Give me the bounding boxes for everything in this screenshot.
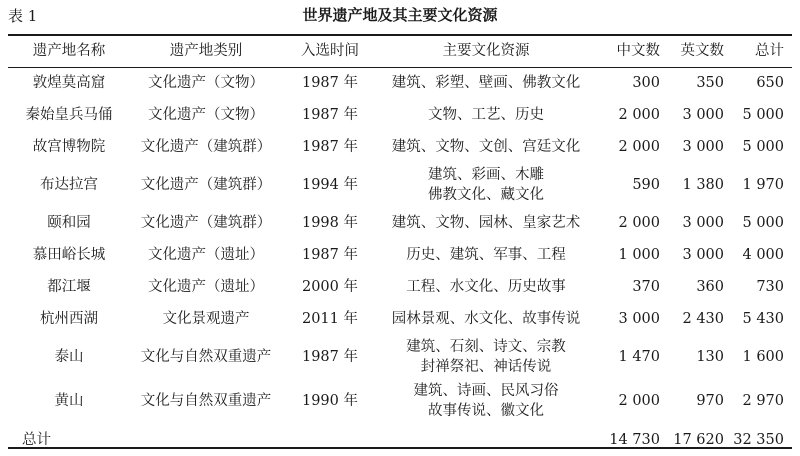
cell-year: 2000 年	[301, 279, 358, 295]
cell-category: 文化与自然双重遗产	[140, 349, 272, 365]
cell-total: 2 970	[742, 393, 784, 409]
total-zh: 14 730	[609, 431, 660, 448]
heritage-table	[8, 35, 792, 456]
table-row	[8, 303, 792, 335]
cell-resources	[378, 335, 594, 379]
table-title: 世界遗产地及其主要文化资源	[302, 6, 498, 24]
cell-name: 黄山	[54, 393, 84, 409]
cell-resources	[378, 271, 594, 303]
header-row	[8, 35, 792, 67]
cell-total: 5 000	[742, 139, 784, 155]
cell-name: 秦始皇兵马俑	[25, 107, 113, 123]
cell-en: 3 000	[682, 107, 724, 123]
table-caption	[0, 0, 800, 30]
cell-year: 1987 年	[301, 107, 358, 123]
cell-name: 泰山	[54, 349, 84, 365]
cell-resources	[378, 163, 594, 207]
total-total: 32 350	[733, 431, 784, 448]
header-resources: 主要文化资源	[442, 43, 530, 59]
cell-total: 5 000	[742, 215, 784, 231]
cell-name: 故宫博物院	[32, 139, 106, 155]
cell-en: 360	[696, 279, 724, 295]
cell-resources	[378, 99, 594, 131]
cell-total: 5 430	[742, 311, 784, 327]
cell-name: 杭州西湖	[40, 311, 98, 327]
cell-resources	[378, 207, 594, 239]
table-row	[8, 379, 792, 423]
table-row	[8, 271, 792, 303]
resource-line: 建筑、彩画、木雕	[428, 167, 544, 183]
header-name: 遗产地名称	[32, 43, 106, 59]
resource-line: 建筑、文物、文创、宫廷文化	[391, 139, 581, 155]
table-label: 表 1	[8, 7, 38, 25]
cell-en: 130	[696, 349, 724, 365]
table-row	[8, 131, 792, 163]
cell-year: 1987 年	[301, 247, 358, 263]
cell-category: 文化遗产（建筑群）	[140, 215, 272, 231]
cell-zh: 3 000	[618, 311, 660, 327]
cell-category: 文化遗产（文物）	[148, 75, 264, 91]
cell-year: 2011 年	[301, 311, 358, 327]
cell-en: 1 380	[682, 177, 724, 193]
cell-zh: 2 000	[618, 393, 660, 409]
resource-line: 封禅祭祀、神话传说	[420, 359, 552, 375]
resource-line: 工程、水文化、历史故事	[406, 279, 566, 295]
header-en: 英文数	[680, 43, 724, 59]
total-row	[8, 423, 792, 456]
header-zh: 中文数	[616, 43, 660, 59]
cell-year: 1987 年	[301, 349, 358, 365]
table-row	[8, 163, 792, 207]
cell-en: 970	[696, 393, 724, 409]
cell-en: 3 000	[682, 247, 724, 263]
cell-empty	[130, 423, 282, 456]
cell-zh: 1 000	[618, 247, 660, 263]
cell-total: 5 000	[742, 107, 784, 123]
total-label: 总计	[22, 431, 51, 448]
cell-zh: 590	[632, 177, 660, 193]
cell-year: 1998 年	[301, 215, 358, 231]
table-row	[8, 67, 792, 99]
table-row	[8, 239, 792, 271]
cell-name: 慕田峪长城	[32, 247, 106, 263]
cell-name: 颐和园	[47, 215, 91, 231]
cell-category: 文化与自然双重遗产	[140, 393, 272, 409]
resource-line: 佛教文化、藏文化	[428, 187, 544, 203]
cell-resources	[378, 239, 594, 271]
cell-category: 文化景观遗产	[162, 311, 250, 327]
cell-name: 敦煌莫高窟	[32, 75, 106, 91]
cell-resources	[378, 131, 594, 163]
cell-year: 1990 年	[301, 393, 358, 409]
table-row	[8, 207, 792, 239]
header-total: 总计	[755, 43, 784, 59]
cell-name: 都江堰	[47, 279, 91, 295]
cell-category: 文化遗产（文物）	[148, 107, 264, 123]
cell-category: 文化遗产（建筑群）	[140, 177, 272, 193]
resource-line: 建筑、文物、园林、皇家艺术	[391, 215, 581, 231]
cell-zh: 370	[632, 279, 660, 295]
cell-empty	[378, 423, 594, 456]
cell-total: 730	[756, 279, 784, 295]
resource-line: 历史、建筑、军事、工程	[406, 247, 566, 263]
cell-resources	[378, 379, 594, 423]
cell-zh: 2 000	[618, 139, 660, 155]
cell-zh: 300	[632, 75, 660, 91]
cell-category: 文化遗产（遗址）	[148, 247, 264, 263]
resource-line: 建筑、石刻、诗文、宗教	[406, 339, 566, 355]
table-row	[8, 335, 792, 379]
resource-line: 故事传说、徽文化	[428, 403, 544, 419]
cell-zh: 1 470	[618, 349, 660, 365]
table-row	[8, 99, 792, 131]
cell-resources	[378, 303, 594, 335]
cell-category: 文化遗产（遗址）	[148, 279, 264, 295]
cell-resources	[378, 67, 594, 99]
cell-category: 文化遗产（建筑群）	[140, 139, 272, 155]
cell-total: 650	[756, 75, 784, 91]
cell-en: 2 430	[682, 311, 724, 327]
cell-year: 1987 年	[301, 75, 358, 91]
cell-zh: 2 000	[618, 107, 660, 123]
resource-line: 园林景观、水文化、故事传说	[391, 311, 581, 327]
resource-line: 建筑、诗画、民风习俗	[413, 383, 559, 399]
cell-total: 1 970	[742, 177, 784, 193]
resource-line: 文物、工艺、历史	[428, 107, 544, 123]
total-en: 17 620	[673, 431, 724, 448]
cell-en: 3 000	[682, 139, 724, 155]
cell-year: 1994 年	[301, 177, 358, 193]
cell-name: 布达拉宫	[40, 177, 98, 193]
cell-en: 350	[696, 75, 724, 91]
cell-zh: 2 000	[618, 215, 660, 231]
cell-en: 3 000	[682, 215, 724, 231]
header-year: 入选时间	[301, 43, 359, 59]
resource-line: 建筑、彩塑、壁画、佛教文化	[391, 75, 581, 91]
cell-total: 1 600	[742, 349, 784, 365]
cell-empty	[282, 423, 378, 456]
cell-total: 4 000	[742, 247, 784, 263]
cell-year: 1987 年	[301, 139, 358, 155]
header-category: 遗产地类别	[169, 43, 243, 59]
